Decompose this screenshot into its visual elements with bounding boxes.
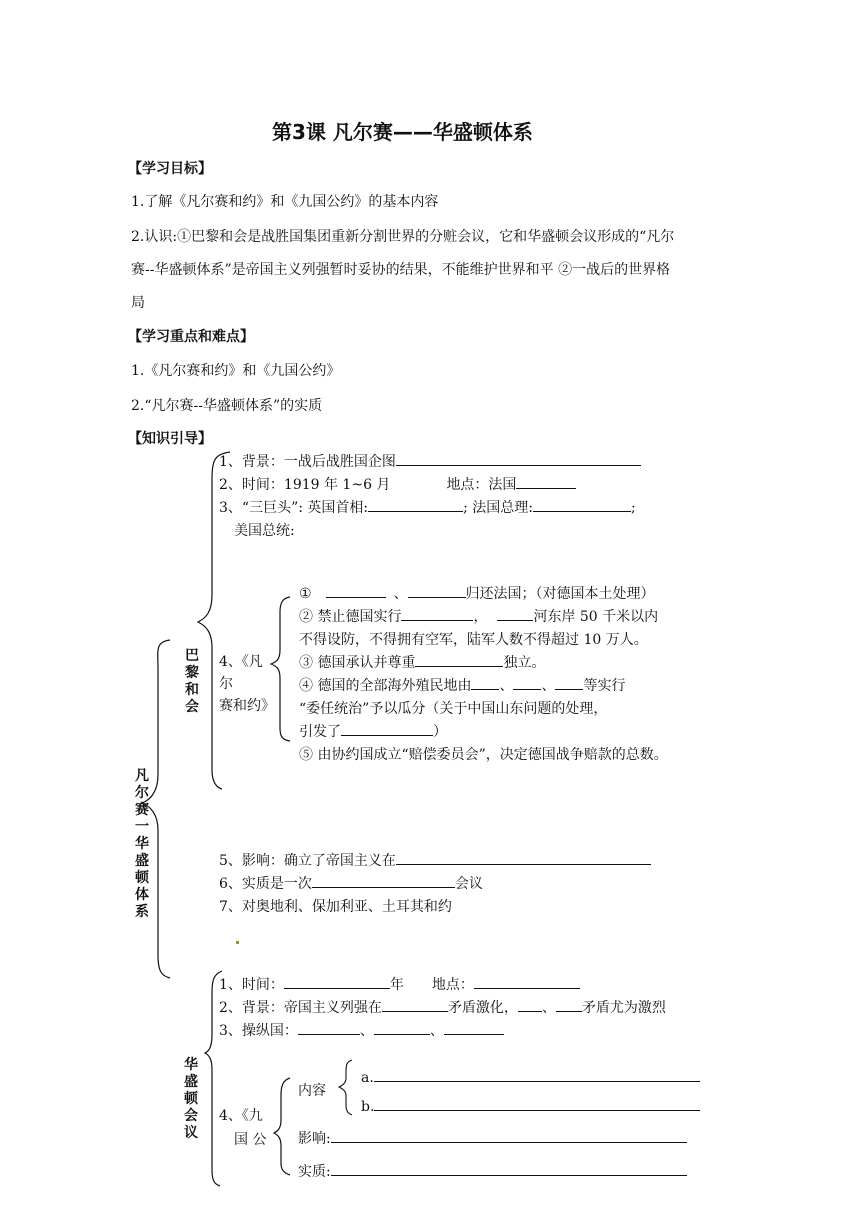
goal-2-line3: 局 [131,295,145,311]
treaty-term-1: ① 、 归还法国；（对德国本土处理） [299,583,655,603]
washington-item-4-a: 4、《九 [219,1108,263,1124]
paris-item-3: 3、“三巨头”: 英国首相: ; 法国总理: ; [219,497,636,517]
paris-item-5: 5、影响：确立了帝国主义在 [219,850,651,870]
paris-item-4-c: 赛和约》 [219,698,275,714]
paris-item-6: 6、实质是一次 会议 [219,873,483,893]
washington-item-1: 1、时间： 年 地点： [219,974,580,994]
stray-mark [236,941,239,944]
treaty-term-2-cont: 不得设防，不得拥有空军，陆军人数不得超过 10 万人。 [299,632,648,648]
paris-item-4-b: 尔 [219,676,233,692]
washington-item-4-b: 国 公 [234,1132,267,1148]
blank-line [516,474,576,489]
content-brace [339,1060,352,1115]
page-title: 第3课 凡尔赛——华盛顿体系 [272,120,533,144]
focus-1: 1.《凡尔赛和约》和《九国公约》 [131,363,341,379]
blank-line [533,497,631,512]
washington-item-2: 2、背景：帝国主义列强在 矛盾激化， 、 矛盾尤为激烈 [219,997,666,1017]
treaty-term-3: ③ 德国承认并尊重 独立。 [299,652,545,672]
section-guide-heading: 【知识引导】 [128,431,212,447]
label-versailles-washington-system: 凡尔赛一华盛顿体系 [135,768,149,920]
washington-item-3: 3、操纵国： 、 、 [219,1020,504,1040]
nine-power-content-label: 内容 [298,1083,326,1099]
goal-1: 1.了解《凡尔赛和约》和《九国公约》的基本内容 [131,194,439,210]
paris-item-2: 2、时间：1919 年 1~6 月 地点：法国 [219,474,576,494]
blank-line [368,497,463,512]
content-b: b. [361,1096,700,1115]
nine-power-essence: 实质: [298,1161,687,1181]
treaty-term-4-cont2: 引发了 ） [299,721,447,741]
treaty-term-5: ⑤ 由协约国成立“赔偿委员会”，决定德国战争赔款的总数。 [299,747,668,763]
treaty-term-4: ④ 德国的全部海外殖民地由 、 、 等实行 [299,675,625,695]
label-washington-conference: 华盛顿会议 [184,1057,198,1141]
nine-power-bracket [274,1078,290,1175]
section-focus-heading: 【学习重点和难点】 [128,329,254,345]
treaty-bracket [271,597,290,741]
section-goals-heading: 【学习目标】 [128,161,212,177]
treaty-term-4-cont: “委任统治”予以瓜分（关于中国山东问题的处理， [299,701,608,717]
blank-line [396,451,641,466]
content-a: a. [361,1067,700,1086]
goal-2-line2: 赛--华盛顿体系”是帝国主义列强暂时妥协的结果，不能维护世界和平 ②一战后的世界格 [131,262,671,278]
goal-2-line1: 2.认识:①巴黎和会是战胜国集团重新分割世界的分赃会议，它和华盛顿会议形成的“凡尔 [131,229,675,245]
paris-item-1: 1、背景：一战后战胜国企图 [219,451,641,471]
treaty-term-2: ② 禁止德国实行 ， 河东岸 50 千米以内 [299,606,658,626]
nine-power-impact: 影响: [298,1128,687,1148]
paris-item-4-a: 4、《凡 [219,654,263,670]
paris-item-7: 7、对奥地利、保加利亚、土耳其和约 [219,899,452,915]
paris-item-3-us: 美国总统: [234,523,295,539]
label-paris-conference: 巴黎和会 [185,648,199,715]
focus-2: 2.“凡尔赛--华盛顿体系”的实质 [131,398,323,414]
